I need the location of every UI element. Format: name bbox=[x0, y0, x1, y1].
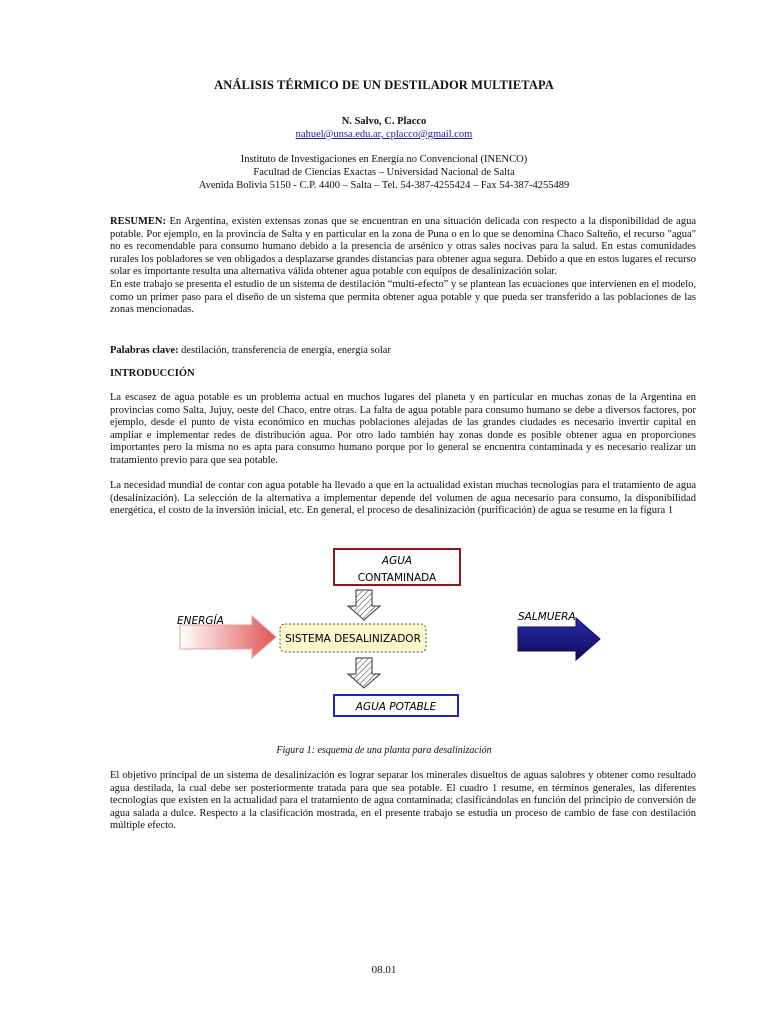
paper-title: ANÁLISIS TÉRMICO DE UN DESTILADOR MULTIETAPA bbox=[214, 78, 554, 92]
desalination-diagram bbox=[0, 540, 768, 730]
abstract-text: En Argentina, existen extensas zonas que se encuentran en una situación delicada con respecto a la disponibilidad de agua potable. Por ejemplo, en la provincia de Salta y en particular en la zona de Puna o en lo que se denomina Chaco Salteño, el recurso "agua" no es recomendable para consumo humano debido a la presencia de arsénico y otras sales nocivas para la salud. En estas comunidades rurales los pobladores se ven obligados a desplazarse grandes distancias para obtener agua segura. Debido a que en estos lugares el recurso solar es importante resulta una alternativa válida obtener agua potable con equipos de desalinización solar. bbox=[110, 216, 697, 278]
keywords-label: Palabras clave: bbox=[110, 345, 179, 356]
email-links[interactable]: nahuel@unsa.edu.ar, cplacco@gmail.com bbox=[295, 129, 473, 140]
affiliation bbox=[0, 153, 768, 192]
sistema-desalinizador-label: SISTEMA DESALINIZADOR bbox=[285, 633, 421, 645]
abstract-label: RESUMEN: bbox=[110, 216, 167, 227]
agua-contaminada-label-2: CONTAMINADA bbox=[357, 572, 437, 584]
salmuera-arrow-icon bbox=[518, 618, 600, 660]
body-paragraph: El objetivo principal de un sistema de desalinización es lograr separar los minerales disueltos de aguas salobres y obtener como resultado agua destilada, la cual debe ser posteriormente tratada para que sea potable. El cuadro 1 resume, en términos generales, las diferentes tecnologías que existen en la actualidad para el tratamiento de agua contaminada; clasificándolas en función del principio de conversión de agua salada a dulce. Respecto a la clasificación mostrada, en el presente trabajo se estudia un proceso de cambio de fase con destilación múltiple efecto. bbox=[110, 770, 696, 832]
page-number: 08.01 bbox=[371, 964, 397, 976]
down-arrow-icon bbox=[348, 590, 380, 620]
down-arrow-icon bbox=[348, 658, 380, 688]
affiliation-line: Facultad de Ciencias Exactas – Universidad Nacional de Salta bbox=[253, 167, 515, 178]
keywords-text: destilación, transferencia de energía, energía solar bbox=[181, 345, 391, 356]
figure-caption: Figura 1: esquema de una planta para desalinización bbox=[276, 745, 492, 756]
agua-potable-label: AGUA POTABLE bbox=[355, 701, 437, 713]
keywords bbox=[110, 345, 696, 358]
authors: N. Salvo, C. Placco bbox=[341, 116, 427, 127]
salmuera-label: SALMUERA bbox=[518, 611, 576, 623]
intro-paragraph-2: La necesidad mundial de contar con agua potable ha llevado a que en la actualidad existan muchas tecnologías para el tratamiento de agua (desalinización). La selección de la alternativa a implementar depende del volumen de agua necesario para consumo, la disponibilidad energética, el costo de la inversión inicial, etc. En general, el proceso de desalinización (purificación) de agua se resume en la figura 1 bbox=[110, 480, 696, 517]
abstract-paragraph-2: En este trabajo se presenta el estudio de un sistema de destilación “multi-efecto” y se plantean las ecuaciones que intervienen en el modelo, como un primer paso para el diseño de un sistema que permita obtener agua potable y que pueda ser transferido a las poblaciones de las zonas mencionadas. bbox=[110, 278, 696, 316]
intro-paragraph-1: La escasez de agua potable es un problema actual en muchos lugares del planeta y en particular en muchas zonas de la Argentina en provincias como Salta, Jujuy, oeste del Chaco, entre otras. La falta de agua potable para consumo humano se debe a diversos factores, por ejemplo, desde el punto de vista económico en muchas poblaciones alejadas de las grandes ciudades es necesario invertir capital en ampliar e implementar redes de distribución agua. Por otro lado también hay zonas donde es posible obtener agua en proporciones importantes pero la misma no es apta para consumo humano porque por lo general se encuentra contaminada y es necesario realizar un tratamiento previo para que sea potable. bbox=[110, 392, 696, 466]
abstract-paragraph bbox=[110, 216, 696, 279]
agua-contaminada-label-1: AGUA bbox=[381, 555, 413, 567]
abstract bbox=[110, 216, 696, 317]
affiliation-line: Avenida Bolivia 5150 - C.P. 4400 – Salta – Tel. 54-387-4255424 – Fax 54-387-4255489 bbox=[198, 180, 570, 191]
section-heading-introduccion: INTRODUCCIÓN bbox=[110, 368, 195, 379]
energia-label: ENERGÍA bbox=[177, 615, 224, 627]
affiliation-line: Instituto de Investigaciones en Energía no Convencional (INENCO) bbox=[240, 154, 528, 165]
